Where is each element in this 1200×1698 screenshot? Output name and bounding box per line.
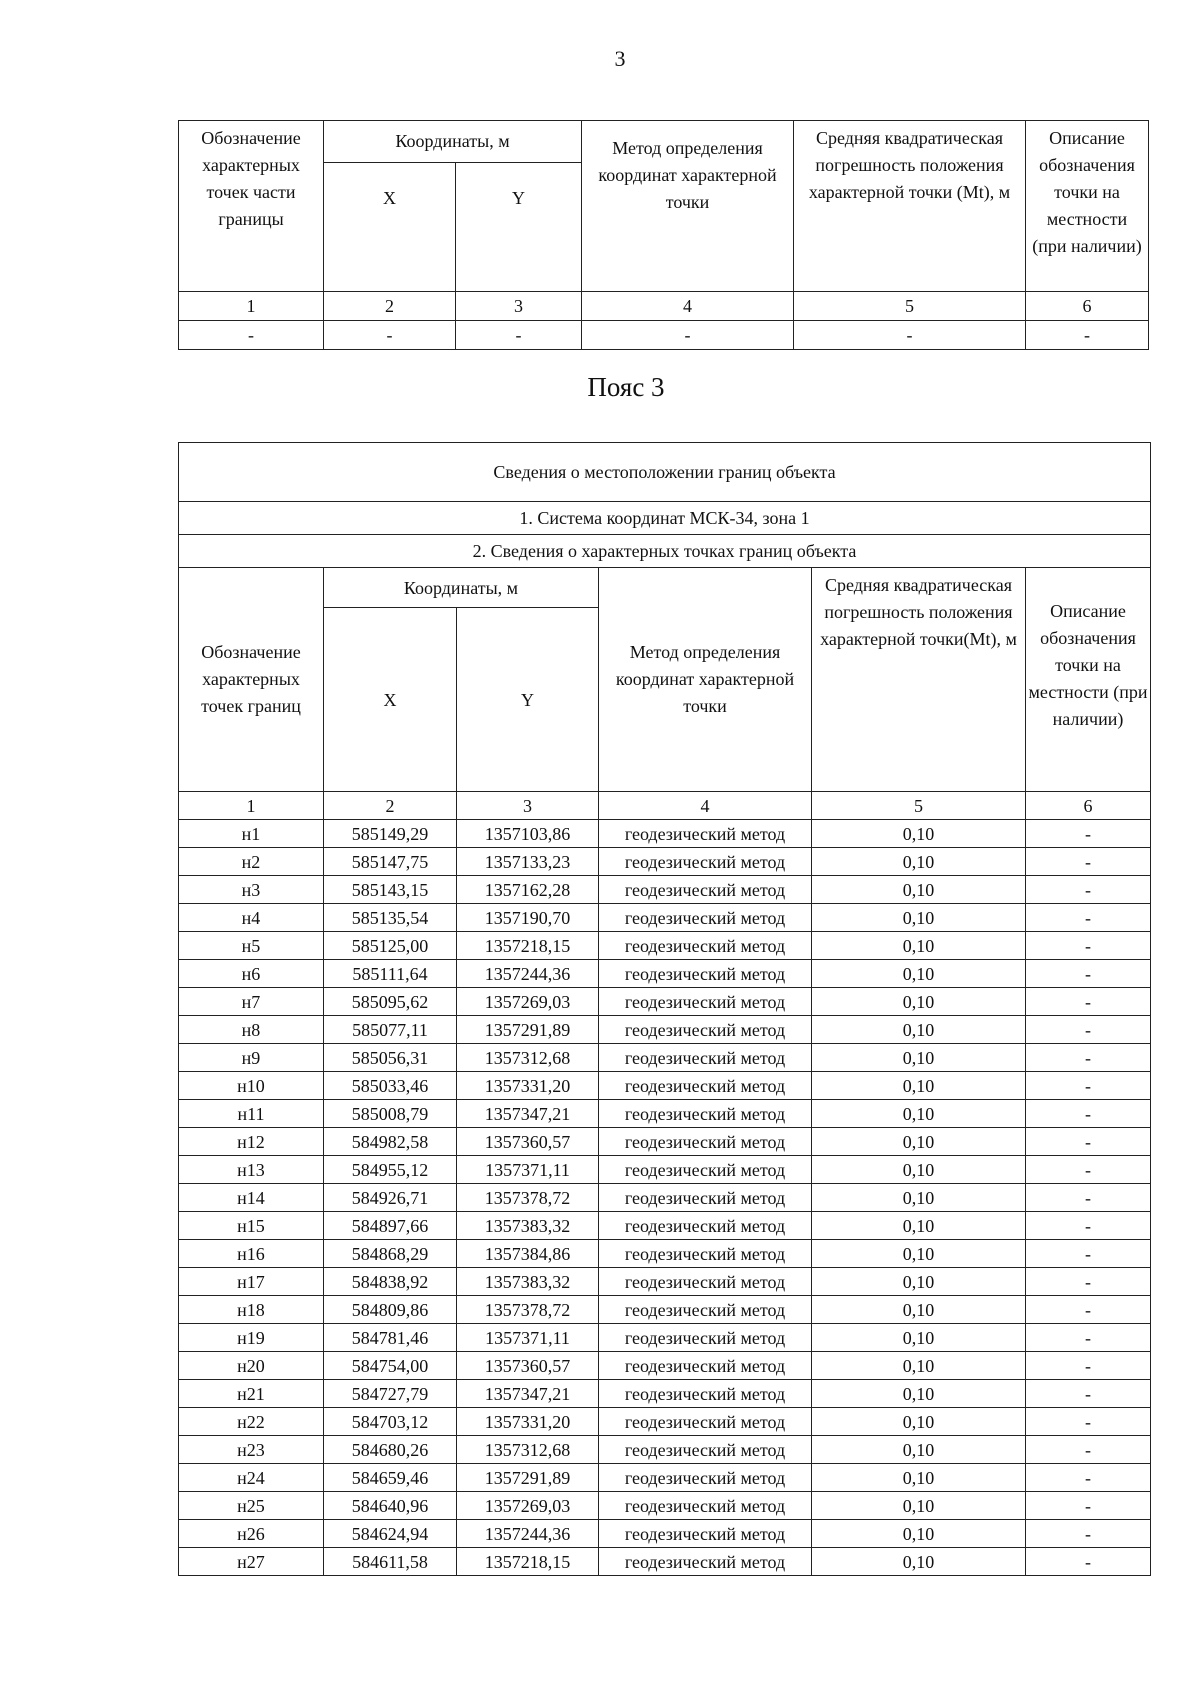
cell-y-value: 1357190,70 [457, 904, 599, 932]
cell-method: геодезический метод [599, 820, 812, 848]
cell-x-value: 584659,46 [324, 1464, 457, 1492]
column-number: 4 [582, 292, 794, 321]
table-row [179, 1408, 1151, 1436]
page-number: 3 [614, 46, 626, 71]
table-cell: - [582, 321, 794, 350]
cell-point-id: н14 [179, 1184, 324, 1212]
cell-method: геодезический метод [599, 1268, 812, 1296]
cell-method: геодезический метод [599, 1408, 812, 1436]
column-number: 2 [324, 792, 457, 820]
column-number: 6 [1026, 792, 1151, 820]
table-row [179, 904, 1151, 932]
cell-method: геодезический метод [599, 1128, 812, 1156]
cell-point-id: н8 [179, 1016, 324, 1044]
table-row [179, 1296, 1151, 1324]
cell-method: геодезический метод [599, 932, 812, 960]
cell-point-id: н13 [179, 1156, 324, 1184]
cell-mt-value: 0,10 [812, 1464, 1026, 1492]
cell-x-value: 584868,29 [324, 1240, 457, 1268]
cell-mt-value: 0,10 [812, 1072, 1026, 1100]
cell-point-id: н4 [179, 904, 324, 932]
table-row [179, 988, 1151, 1016]
table-row [179, 1324, 1151, 1352]
cell-method: геодезический метод [599, 960, 812, 988]
cell-mt-value: 0,10 [812, 820, 1026, 848]
cell-y-value: 1357244,36 [457, 1520, 599, 1548]
cell-description: - [1026, 1128, 1151, 1156]
cell-x-value: 584955,12 [324, 1156, 457, 1184]
header-error: Средняя квадратическая погрешность положения характерной точки (Mt), м [794, 121, 1026, 292]
cell-point-id: н19 [179, 1324, 324, 1352]
cell-y-value: 1357347,21 [457, 1380, 599, 1408]
table-row [179, 1548, 1151, 1576]
cell-method: геодезический метод [599, 1016, 812, 1044]
cell-description: - [1026, 1408, 1151, 1436]
cell-method: геодезический метод [599, 1436, 812, 1464]
cell-point-id: н23 [179, 1436, 324, 1464]
column-number: 5 [794, 292, 1026, 321]
table-row [179, 1240, 1151, 1268]
cell-point-id: н11 [179, 1100, 324, 1128]
cell-description: - [1026, 1492, 1151, 1520]
table-row [179, 876, 1151, 904]
cell-point-id: н22 [179, 1408, 324, 1436]
table-row [179, 1352, 1151, 1380]
cell-mt-value: 0,10 [812, 1296, 1026, 1324]
cell-description: - [1026, 1100, 1151, 1128]
cell-method: геодезический метод [599, 1520, 812, 1548]
cell-method: геодезический метод [599, 904, 812, 932]
cell-y-value: 1357383,32 [457, 1268, 599, 1296]
cell-x-value: 585143,15 [324, 876, 457, 904]
cell-x-value: 585008,79 [324, 1100, 457, 1128]
cell-description: - [1026, 988, 1151, 1016]
cell-x-value: 584611,58 [324, 1548, 457, 1576]
cell-point-id: н26 [179, 1520, 324, 1548]
cell-description: - [1026, 1380, 1151, 1408]
cell-description: - [1026, 1296, 1151, 1324]
table-row [179, 1268, 1151, 1296]
cell-mt-value: 0,10 [812, 848, 1026, 876]
cell-x-value: 585125,00 [324, 932, 457, 960]
column-number: 6 [1026, 292, 1149, 321]
column-number: 3 [456, 292, 582, 321]
column-number: 1 [179, 292, 324, 321]
boundary-points-table [178, 442, 1151, 1576]
header-method: Метод определения координат характерной точки [599, 568, 812, 792]
cell-y-value: 1357360,57 [457, 1128, 599, 1156]
cell-x-value: 584809,86 [324, 1296, 457, 1324]
cell-mt-value: 0,10 [812, 988, 1026, 1016]
header-x: X [324, 608, 457, 792]
table-cell: - [179, 321, 324, 350]
coordinate-system: 1. Система координат МСК-34, зона 1 [179, 502, 1151, 535]
cell-point-id: н18 [179, 1296, 324, 1324]
cell-mt-value: 0,10 [812, 1212, 1026, 1240]
table-row [179, 1212, 1151, 1240]
table-row [179, 1156, 1151, 1184]
cell-method: геодезический метод [599, 988, 812, 1016]
cell-x-value: 585077,11 [324, 1016, 457, 1044]
cell-y-value: 1357312,68 [457, 1044, 599, 1072]
header-error: Средняя квадратическая погрешность положения характерной точки(Mt), м [812, 568, 1026, 792]
cell-mt-value: 0,10 [812, 1044, 1026, 1072]
cell-y-value: 1357162,28 [457, 876, 599, 904]
cell-mt-value: 0,10 [812, 1156, 1026, 1184]
cell-mt-value: 0,10 [812, 876, 1026, 904]
cell-mt-value: 0,10 [812, 1128, 1026, 1156]
cell-x-value: 585149,29 [324, 820, 457, 848]
header-description: Описание обозначения точки на местности (при наличии) [1026, 121, 1149, 292]
cell-description: - [1026, 1324, 1151, 1352]
cell-x-value: 584926,71 [324, 1184, 457, 1212]
cell-y-value: 1357133,23 [457, 848, 599, 876]
table-row [179, 1100, 1151, 1128]
table-cell: - [324, 321, 456, 350]
header-y: Y [457, 608, 599, 792]
cell-y-value: 1357378,72 [457, 1184, 599, 1212]
cell-point-id: н2 [179, 848, 324, 876]
cell-method: геодезический метод [599, 1212, 812, 1240]
cell-description: - [1026, 932, 1151, 960]
cell-x-value: 585147,75 [324, 848, 457, 876]
cell-description: - [1026, 1072, 1151, 1100]
cell-description: - [1026, 876, 1151, 904]
cell-mt-value: 0,10 [812, 1436, 1026, 1464]
table-row [179, 1520, 1151, 1548]
cell-method: геодезический метод [599, 1044, 812, 1072]
cell-method: геодезический метод [599, 876, 812, 904]
cell-method: геодезический метод [599, 1184, 812, 1212]
cell-x-value: 585095,62 [324, 988, 457, 1016]
cell-point-id: н6 [179, 960, 324, 988]
cell-x-value: 585033,46 [324, 1072, 457, 1100]
table-row [179, 1044, 1151, 1072]
cell-description: - [1026, 1156, 1151, 1184]
cell-description: - [1026, 1548, 1151, 1576]
cell-mt-value: 0,10 [812, 1184, 1026, 1212]
cell-x-value: 584838,92 [324, 1268, 457, 1296]
cell-description: - [1026, 1240, 1151, 1268]
table-cell: - [794, 321, 1026, 350]
cell-mt-value: 0,10 [812, 960, 1026, 988]
cell-y-value: 1357244,36 [457, 960, 599, 988]
cell-point-id: н21 [179, 1380, 324, 1408]
cell-point-id: н10 [179, 1072, 324, 1100]
header-method: Метод определения координат характерной точки [582, 121, 794, 292]
table-row [179, 1128, 1151, 1156]
cell-x-value: 585056,31 [324, 1044, 457, 1072]
cell-y-value: 1357291,89 [457, 1464, 599, 1492]
cell-description: - [1026, 848, 1151, 876]
column-number: 1 [179, 792, 324, 820]
cell-method: геодезический метод [599, 1072, 812, 1100]
cell-mt-value: 0,10 [812, 1380, 1026, 1408]
header-coordinates: Координаты, м [324, 121, 582, 163]
cell-x-value: 584640,96 [324, 1492, 457, 1520]
table-row [179, 1016, 1151, 1044]
cell-y-value: 1357383,32 [457, 1212, 599, 1240]
cell-method: геодезический метод [599, 1492, 812, 1520]
table-row [179, 1380, 1151, 1408]
cell-mt-value: 0,10 [812, 904, 1026, 932]
cell-point-id: н25 [179, 1492, 324, 1520]
table-row [179, 932, 1151, 960]
table-cell: - [456, 321, 582, 350]
table-row [179, 1184, 1151, 1212]
cell-mt-value: 0,10 [812, 932, 1026, 960]
cell-x-value: 584781,46 [324, 1324, 457, 1352]
cell-description: - [1026, 960, 1151, 988]
cell-method: геодезический метод [599, 1156, 812, 1184]
table-title: Сведения о местоположении границ объекта [179, 443, 1151, 502]
cell-y-value: 1357378,72 [457, 1296, 599, 1324]
cell-mt-value: 0,10 [812, 1352, 1026, 1380]
cell-x-value: 584982,58 [324, 1128, 457, 1156]
cell-y-value: 1357331,20 [457, 1072, 599, 1100]
table-row [179, 1072, 1151, 1100]
table-body [179, 820, 1151, 1576]
cell-method: геодезический метод [599, 848, 812, 876]
cell-mt-value: 0,10 [812, 1268, 1026, 1296]
cell-point-id: н20 [179, 1352, 324, 1380]
cell-method: геодезический метод [599, 1296, 812, 1324]
cell-mt-value: 0,10 [812, 1520, 1026, 1548]
cell-description: - [1026, 1212, 1151, 1240]
cell-point-id: н1 [179, 820, 324, 848]
cell-y-value: 1357371,11 [457, 1156, 599, 1184]
header-coordinates: Координаты, м [324, 568, 599, 608]
cell-description: - [1026, 820, 1151, 848]
cell-description: - [1026, 1184, 1151, 1212]
cell-point-id: н9 [179, 1044, 324, 1072]
column-number: 5 [812, 792, 1026, 820]
cell-mt-value: 0,10 [812, 1548, 1026, 1576]
cell-y-value: 1357360,57 [457, 1352, 599, 1380]
cell-x-value: 584703,12 [324, 1408, 457, 1436]
column-number: 4 [599, 792, 812, 820]
header-designation: Обозначение характерных точек части границы [179, 121, 324, 292]
header-y: Y [456, 163, 582, 292]
boundary-part-table [178, 120, 1149, 350]
cell-point-id: н16 [179, 1240, 324, 1268]
table-cell: - [1026, 321, 1149, 350]
zone-title: Пояс 3 [587, 372, 665, 402]
cell-x-value: 584897,66 [324, 1212, 457, 1240]
cell-y-value: 1357218,15 [457, 932, 599, 960]
cell-point-id: н24 [179, 1464, 324, 1492]
cell-y-value: 1357291,89 [457, 1016, 599, 1044]
column-number: 3 [457, 792, 599, 820]
table-row [179, 848, 1151, 876]
cell-description: - [1026, 1464, 1151, 1492]
cell-y-value: 1357218,15 [457, 1548, 599, 1576]
header-description: Описание обозначения точки на местности (при наличии) [1026, 568, 1151, 792]
cell-y-value: 1357331,20 [457, 1408, 599, 1436]
cell-mt-value: 0,10 [812, 1240, 1026, 1268]
cell-y-value: 1357269,03 [457, 1492, 599, 1520]
cell-description: - [1026, 1268, 1151, 1296]
cell-x-value: 584624,94 [324, 1520, 457, 1548]
cell-method: геодезический метод [599, 1352, 812, 1380]
table-row [179, 960, 1151, 988]
cell-y-value: 1357347,21 [457, 1100, 599, 1128]
table-row [179, 820, 1151, 848]
cell-y-value: 1357312,68 [457, 1436, 599, 1464]
cell-description: - [1026, 1352, 1151, 1380]
cell-description: - [1026, 1436, 1151, 1464]
cell-point-id: н17 [179, 1268, 324, 1296]
column-number: 2 [324, 292, 456, 321]
cell-method: геодезический метод [599, 1380, 812, 1408]
table-subtitle: 2. Сведения о характерных точках границ объекта [179, 535, 1151, 568]
cell-method: геодезический метод [599, 1464, 812, 1492]
cell-x-value: 585111,64 [324, 960, 457, 988]
cell-mt-value: 0,10 [812, 1492, 1026, 1520]
cell-mt-value: 0,10 [812, 1324, 1026, 1352]
header-x: X [324, 163, 456, 292]
cell-point-id: н27 [179, 1548, 324, 1576]
cell-x-value: 584754,00 [324, 1352, 457, 1380]
cell-x-value: 584727,79 [324, 1380, 457, 1408]
cell-y-value: 1357384,86 [457, 1240, 599, 1268]
cell-point-id: н12 [179, 1128, 324, 1156]
cell-method: геодезический метод [599, 1548, 812, 1576]
cell-description: - [1026, 1520, 1151, 1548]
cell-x-value: 585135,54 [324, 904, 457, 932]
cell-point-id: н5 [179, 932, 324, 960]
cell-y-value: 1357269,03 [457, 988, 599, 1016]
cell-description: - [1026, 1016, 1151, 1044]
cell-description: - [1026, 1044, 1151, 1072]
cell-y-value: 1357103,86 [457, 820, 599, 848]
cell-mt-value: 0,10 [812, 1100, 1026, 1128]
cell-point-id: н3 [179, 876, 324, 904]
table-row [179, 1464, 1151, 1492]
cell-mt-value: 0,10 [812, 1408, 1026, 1436]
table-row [179, 1436, 1151, 1464]
cell-method: геодезический метод [599, 1240, 812, 1268]
cell-method: геодезический метод [599, 1324, 812, 1352]
cell-mt-value: 0,10 [812, 1016, 1026, 1044]
header-designation: Обозначение характерных точек границ [179, 568, 324, 792]
cell-method: геодезический метод [599, 1100, 812, 1128]
cell-y-value: 1357371,11 [457, 1324, 599, 1352]
cell-point-id: н7 [179, 988, 324, 1016]
table-row [179, 1492, 1151, 1520]
cell-point-id: н15 [179, 1212, 324, 1240]
cell-x-value: 584680,26 [324, 1436, 457, 1464]
cell-description: - [1026, 904, 1151, 932]
